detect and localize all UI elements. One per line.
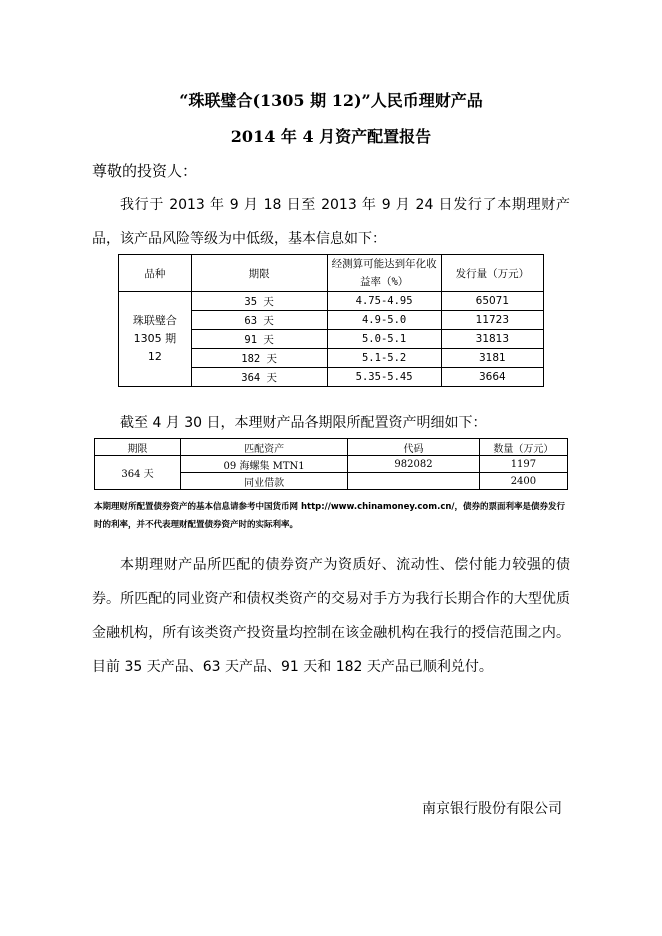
table-cell: 4.75-4.95 <box>327 292 441 311</box>
table-cell: 982082 <box>348 456 480 473</box>
table-cell <box>348 473 480 490</box>
product-info-table <box>118 254 544 387</box>
table-header: 经测算可能达到年化收益率（%） <box>327 255 441 292</box>
report-subtitle: 2014 年 4 月资产配置报告 <box>230 127 432 146</box>
table-cell: 5.35-5.45 <box>327 368 441 387</box>
asset-detail-table <box>94 438 568 490</box>
signature: 南京银行股份有限公司 <box>422 801 562 817</box>
table-cell: 31813 <box>441 330 543 349</box>
table-header: 期限 <box>191 255 327 292</box>
intro-paragraph: 我行于 2013 年 9 月 18 日至 2013 年 9 月 24 日发行了本期理财产品，该产品风险等级为中低级，基本信息如下： <box>92 197 570 247</box>
table-header: 数量（万元） <box>479 439 567 456</box>
footnote: 本期理财所配置债券资产的基本信息请参考中国货币网 http://www.chinamoney.com.cn/，债券的票面利率是债券发行时的利率，并不代表理财配置债券资产时的实际利率。 <box>94 502 566 530</box>
table-header: 发行量（万元） <box>441 255 543 292</box>
table-cell: 65071 <box>441 292 543 311</box>
table-cell: 3181 <box>441 349 543 368</box>
table-cell: 09 海螺集 MTN1 <box>181 456 348 473</box>
table-cell: 91 天 <box>191 330 327 349</box>
table-cell: 4.9-5.0 <box>327 311 441 330</box>
asset-intro: 截至 4 月 30 日，本理财产品各期限所配置资产明细如下： <box>120 415 487 431</box>
table-cell: 182 天 <box>191 349 327 368</box>
report-title: “珠联璧合(1305 期 12)”人民币理财产品 <box>179 91 483 110</box>
table-header: 代码 <box>348 439 480 456</box>
table-cell: 63 天 <box>191 311 327 330</box>
table-cell: 35 天 <box>191 292 327 311</box>
greeting: 尊敬的投资人： <box>92 162 198 180</box>
table-cell: 3664 <box>441 368 543 387</box>
table-cell: 2400 <box>479 473 567 490</box>
table-cell: 1197 <box>479 456 567 473</box>
table-cell: 5.1-5.2 <box>327 349 441 368</box>
table-cell: 同业借款 <box>181 473 348 490</box>
table-cell: 364 天 <box>191 368 327 387</box>
body-paragraph: 本期理财产品所匹配的债券资产为资质好、流动性、偿付能力较强的债券。所匹配的同业资产和债权类资产的交易对手方为我行长期合作的大型优质金融机构，所有该类资产投资量均控制在该金融机构在我行的授信范围之内。目前 35 天产品、63 天产品、91 天和 182 天产品已顺利兑付。 <box>92 557 570 675</box>
table-cell: 11723 <box>441 311 543 330</box>
table-header: 匹配资产 <box>181 439 348 456</box>
product-name-cell: 珠联璧合 1305 期 12 <box>119 292 192 387</box>
term-cell: 364 天 <box>95 456 181 490</box>
table-header: 期限 <box>95 439 181 456</box>
table-header: 品种 <box>119 255 192 292</box>
table-cell: 5.0-5.1 <box>327 330 441 349</box>
